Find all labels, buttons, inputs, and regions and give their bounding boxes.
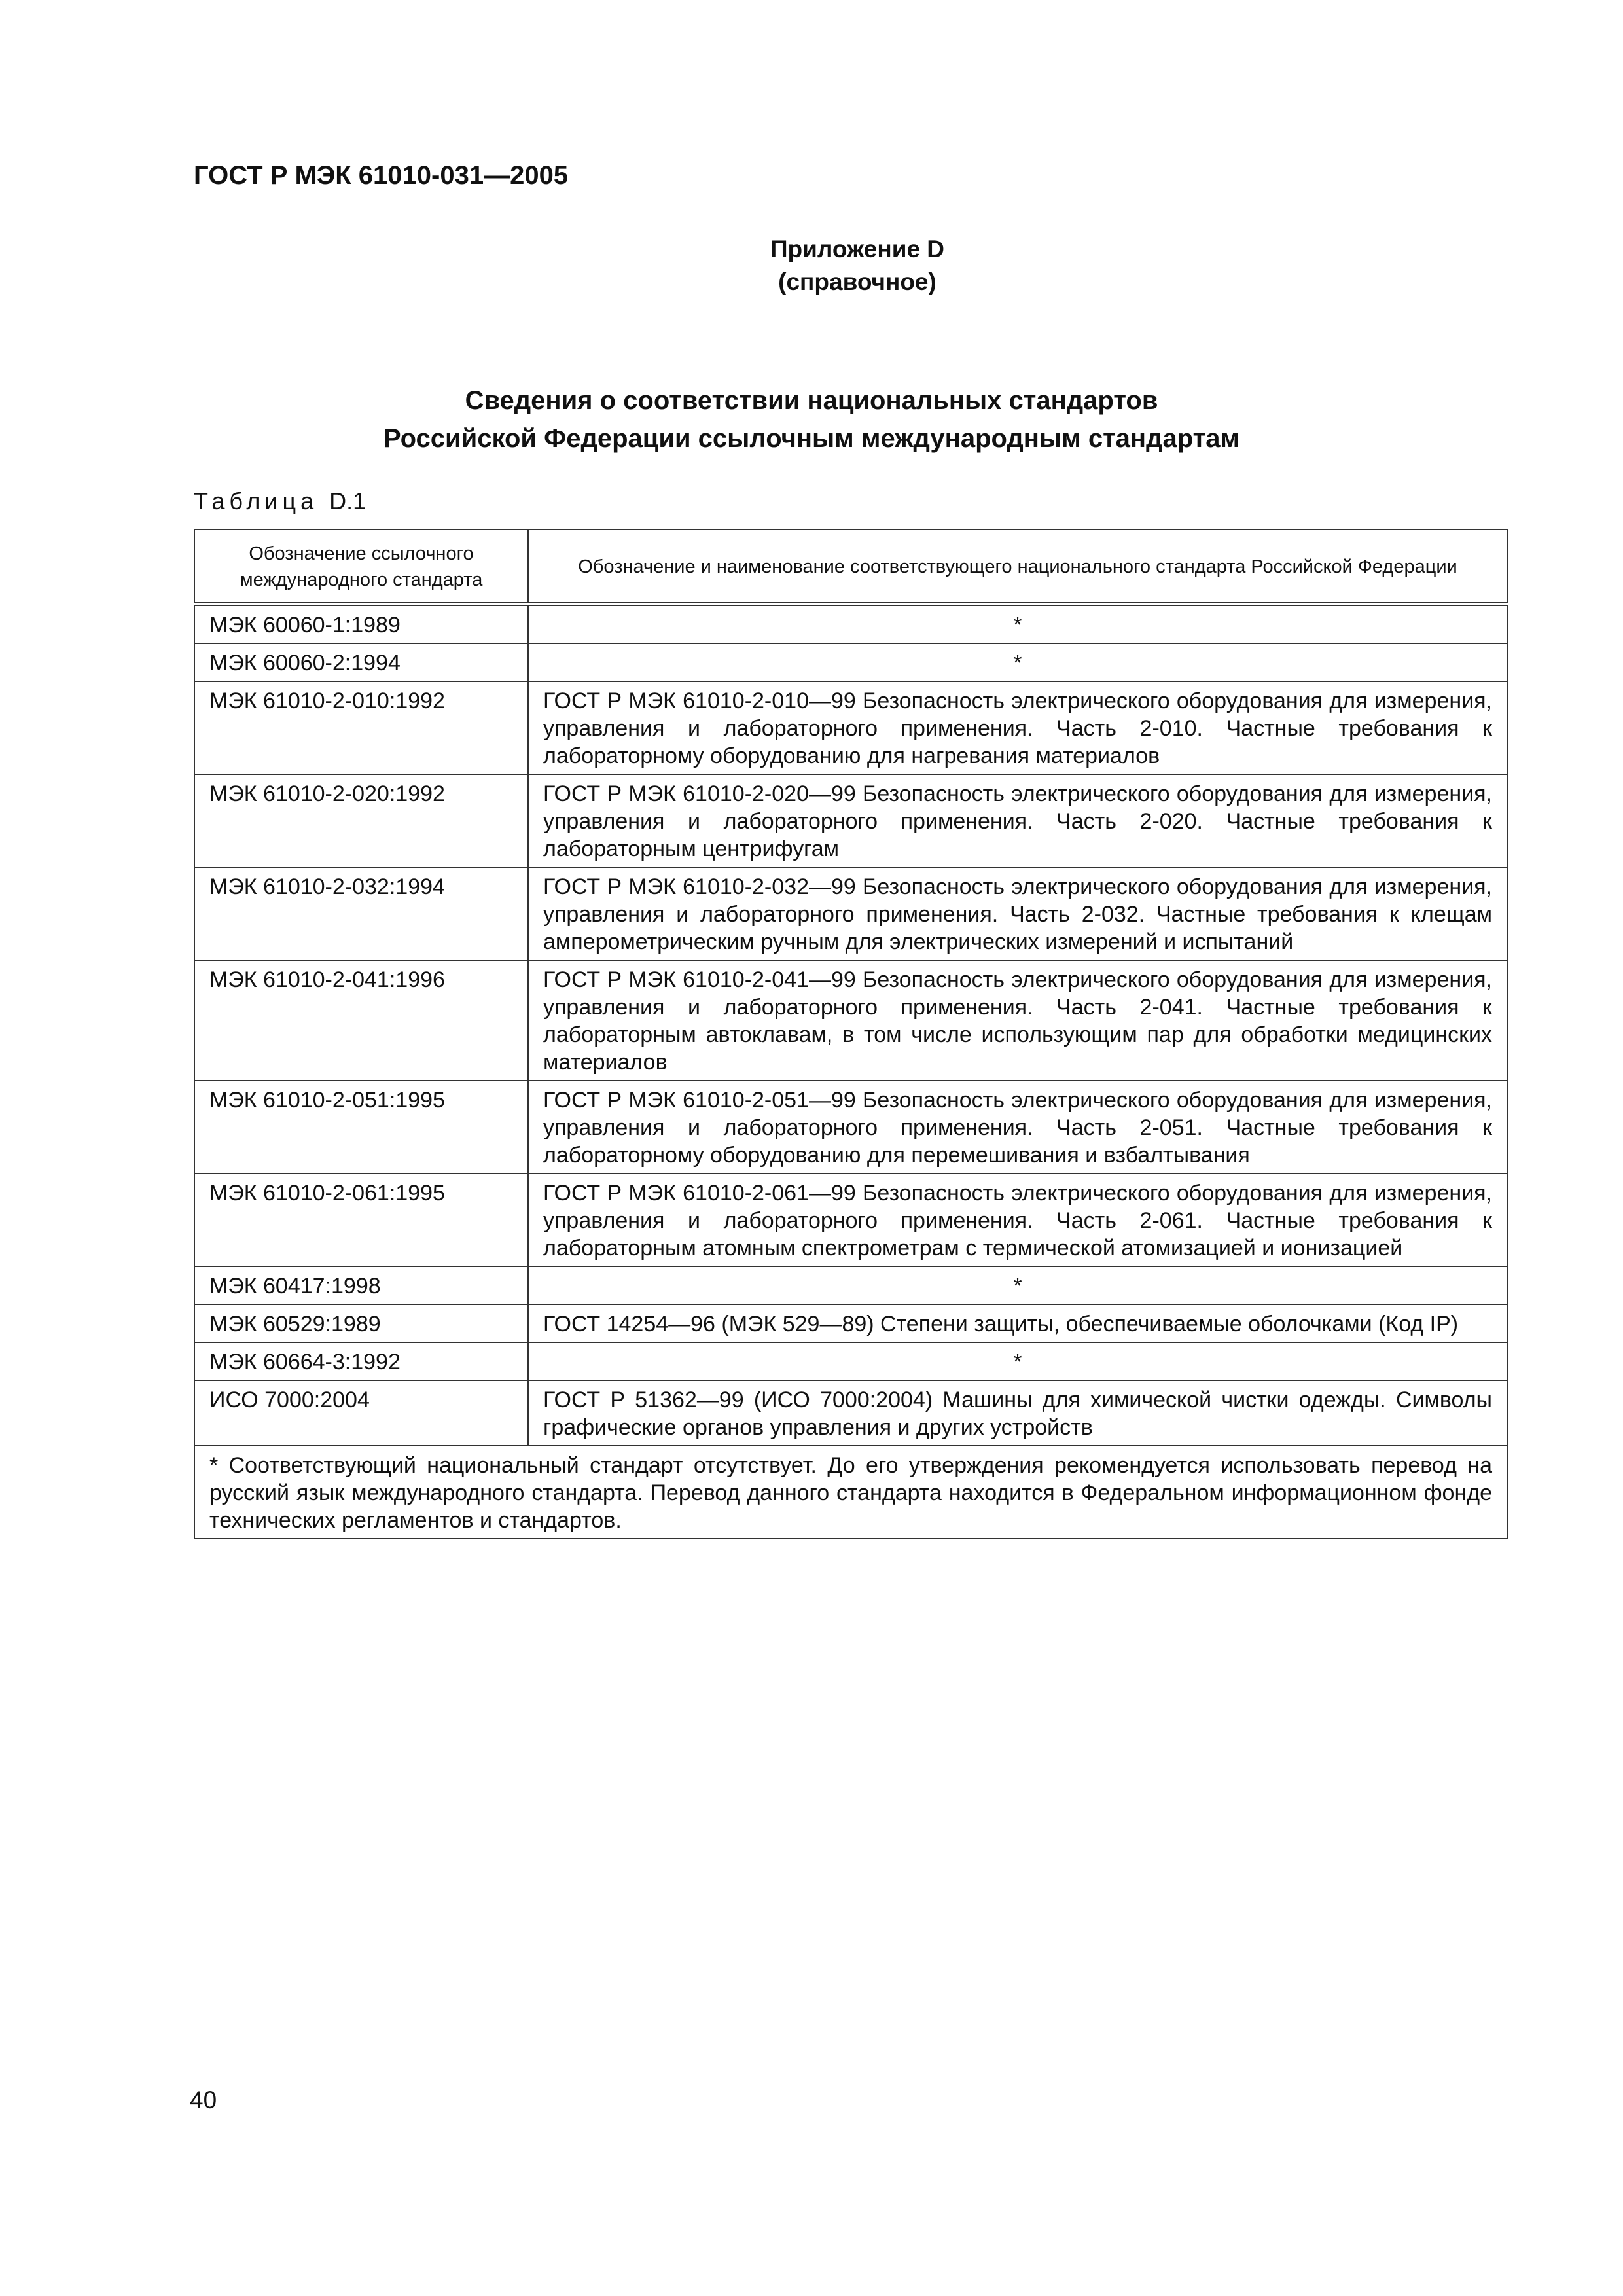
international-standard-cell: МЭК 60060-2:1994 (194, 643, 528, 681)
international-standard-cell: МЭК 61010-2-020:1992 (194, 774, 528, 867)
table-row (194, 1081, 1507, 1174)
table-row (194, 681, 1507, 774)
table-row (194, 1342, 1507, 1380)
table-row (194, 774, 1507, 867)
table-caption (194, 488, 366, 515)
national-standard-cell: ГОСТ Р МЭК 61010-2-041—99 Безопасность электрического оборудования для измерения, управления и лабораторного применения. Часть 2-041. Частные требования к лабораторным автоклавам, в том числе использующим пар для обработки медицинских материалов (528, 960, 1507, 1081)
appendix-heading (687, 233, 1027, 298)
table-caption-number: D.1 (329, 488, 366, 514)
international-standard-cell: МЭК 60529:1989 (194, 1304, 528, 1342)
column-header-national: Обозначение и наименование соответствующего национального стандарта Российской Федерации (528, 529, 1507, 604)
no-national-standard-cell: * (528, 643, 1507, 681)
no-national-standard-cell: * (528, 1342, 1507, 1380)
appendix-kind: (справочное) (778, 268, 936, 295)
national-standard-cell: ГОСТ Р МЭК 61010-2-032—99 Безопасность электрического оборудования для измерения, управления и лабораторного применения. Часть 2-032. Частные требования к клещам амперометрическим ручным для электрических измерений и испытаний (528, 867, 1507, 960)
column-header-international: Обозначение ссылочного международного стандарта (194, 529, 528, 604)
correspondence-table (194, 529, 1508, 1539)
international-standard-cell: ИСО 7000:2004 (194, 1380, 528, 1446)
international-standard-cell: МЭК 61010-2-051:1995 (194, 1081, 528, 1174)
international-standard-cell: МЭК 61010-2-010:1992 (194, 681, 528, 774)
national-standard-cell: ГОСТ Р 51362—99 (ИСО 7000:2004) Машины для химической чистки одежды. Символы графические органов управления и других устройств (528, 1380, 1507, 1446)
appendix-label: Приложение D (770, 236, 945, 262)
international-standard-cell: МЭК 60664-3:1992 (194, 1342, 528, 1380)
no-national-standard-cell: * (528, 1266, 1507, 1304)
national-standard-cell: ГОСТ Р МЭК 61010-2-051—99 Безопасность электрического оборудования для измерения, управления и лабораторного применения. Часть 2-051. Частные требования к лабораторному оборудованию для перемешивания и взбалтывания (528, 1081, 1507, 1174)
international-standard-cell: МЭК 61010-2-061:1995 (194, 1174, 528, 1266)
international-standard-cell: МЭК 61010-2-041:1996 (194, 960, 528, 1081)
title-line-2: Российской Федерации ссылочным международным стандартам (383, 424, 1240, 453)
national-standard-cell: ГОСТ Р МЭК 61010-2-061—99 Безопасность электрического оборудования для измерения, управления и лабораторного применения. Часть 2-061. Частные требования к лабораторным атомным спектрометрам с термической атомизацией и ионизацией (528, 1174, 1507, 1266)
international-standard-cell: МЭК 61010-2-032:1994 (194, 867, 528, 960)
table-row (194, 867, 1507, 960)
footnote-row (194, 1446, 1507, 1539)
page-title (262, 382, 1361, 457)
table-caption-word: Таблица (194, 488, 319, 514)
table-row (194, 1266, 1507, 1304)
table-row (194, 960, 1507, 1081)
table-footnote: * Соответствующий национальный стандарт отсутствует. До его утверждения рекомендуется использовать перевод на русский язык международного стандарта. Перевод данного стандарта находится в Федеральном информационном фонде технических регламентов и стандартов. (194, 1446, 1507, 1539)
header-row (194, 529, 1507, 604)
page-number: 40 (190, 2087, 217, 2113)
title-line-1: Сведения о соответствии национальных стандартов (465, 386, 1158, 415)
national-standard-cell: ГОСТ Р МЭК 61010-2-020—99 Безопасность электрического оборудования для измерения, управления и лабораторного применения. Часть 2-020. Частные требования к лабораторным центрифугам (528, 774, 1507, 867)
national-standard-cell: ГОСТ Р МЭК 61010-2-010—99 Безопасность электрического оборудования для измерения, управления и лабораторного применения. Часть 2-010. Частные требования к лабораторному оборудованию для нагревания материалов (528, 681, 1507, 774)
table-row (194, 604, 1507, 643)
table-header (194, 529, 1507, 604)
international-standard-cell: МЭК 60060-1:1989 (194, 604, 528, 643)
table-body (194, 604, 1507, 1446)
no-national-standard-cell: * (528, 604, 1507, 643)
table-footer (194, 1446, 1507, 1539)
document-code: ГОСТ Р МЭК 61010-031—2005 (194, 161, 569, 190)
national-standard-cell: ГОСТ 14254—96 (МЭК 529—89) Степени защиты, обеспечиваемые оболочками (Код IP) (528, 1304, 1507, 1342)
table-row (194, 1380, 1507, 1446)
table-row (194, 643, 1507, 681)
table-row (194, 1304, 1507, 1342)
table-row (194, 1174, 1507, 1266)
international-standard-cell: МЭК 60417:1998 (194, 1266, 528, 1304)
